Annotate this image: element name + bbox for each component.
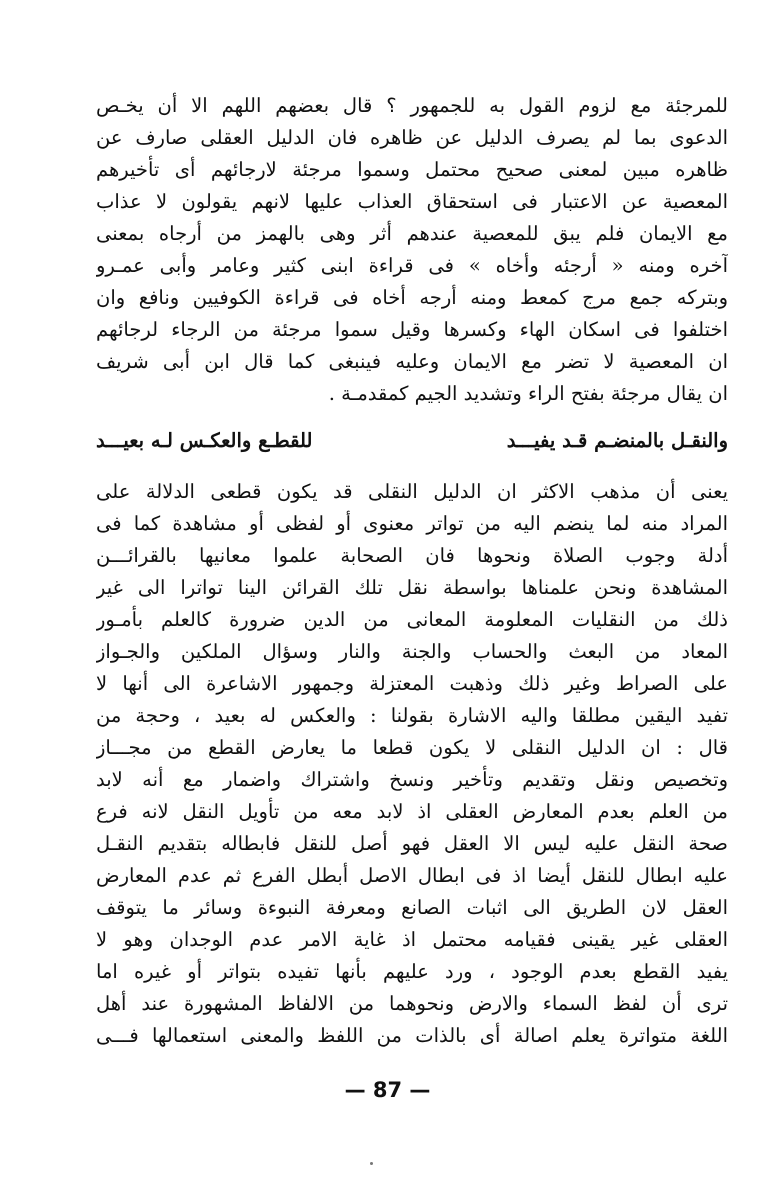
text-line: قال : ان الدليل النقلى لا يكون قطعا ما يعارض القطع من مجـــاز [96, 736, 728, 759]
text-line: المعاد من البعث والحساب والجنة والنار وسؤال الملكين والجـواز [96, 640, 728, 663]
text-line: عليه ابطال للنقل أيضا اذ فى ابطال الاصل أبطل الفرع ثم عدم المعارض [96, 864, 728, 887]
text-line: ان المعصية لا تضر مع الايمان وعليه فينبغى كما قال ابن أبى شريف [96, 350, 728, 373]
text-line: مع الايمان فلم يبق للمعصية عندهم أثر وهى بالهمز من أرجاه بمعنى [96, 222, 728, 245]
text-line: ترى أن لفظ السماء والارض ونحوهما من الالفاظ المشهورة عند أهل [96, 992, 728, 1015]
text-line: المشاهدة ونحن علمناها بواسطة نقل تلك القرائن الينا تواترا الى غير [96, 576, 728, 599]
verse-left-hemistich: للقطـع والعكـس لـه بعيـــد [96, 429, 313, 452]
verse-right-hemistich: والنقـل بالمنضـم قـد يفيـــد [506, 429, 728, 452]
text-line: أدلة وجوب الصلاة ونحوها فان الصحابة علموا معانيها بالقرائـــن [96, 544, 728, 567]
text-line: ظاهره مبين لمعنى صحيح محتمل وسموا مرجئة لارجائهم أى تأخيرهم [96, 158, 728, 181]
text-line: العقل لان الطريق الى اثبات الصانع ومعرفة النبوءة وسائر ما يتوقف [96, 896, 728, 919]
text-line: يفيد القطع بعدم الوجود ، ورد عليهم بأنها تفيده بتواتر أو غيره اما [96, 960, 728, 983]
text-line: للمرجئة مع لزوم القول به للجمهور ؟ قال بعضهم اللهم الا أن يخـص [96, 94, 728, 117]
text-line: على الصراط وغير ذلك وذهبت المعتزلة وجمهور الاشاعرة الى أنها لا [96, 672, 728, 695]
text-line: المراد منه لما ينضم اليه من تواتر معنوى أو لفظى أو مشاهدة كما فى [96, 512, 728, 535]
scan-speck [370, 1162, 373, 1165]
text-line: من العلم بعدم المعارض العقلى اذ لابد معه من تأويل النقل لانه فرع [96, 800, 728, 823]
text-line: ذلك من النقليات المعلومة المعانى من الدين ضرورة كالعلم بأمـور [96, 608, 728, 631]
text-line: آخره ومنه « أرجئه وأخاه » فى قراءة ابنى كثير وعامر وأبى عمـرو [96, 254, 728, 277]
text-line: يعنى أن مذهب الاكثر ان الدليل النقلى قد يكون قطعى الدلالة على [96, 480, 728, 503]
text-line: وتخصيص ونقل وتقديم وتأخير ونسخ واشتراك واضمار مع أنه لابد [96, 768, 728, 791]
text-line: اختلفوا فى اسكان الهاء وكسرها وقيل سموا مرجئة من الرجاء لرجائهم [96, 318, 728, 341]
text-line: ان يقال مرجئة بفتح الراء وتشديد الجيم كمقدمـة . [328, 382, 728, 405]
verse-line [96, 425, 728, 457]
text-line: اللغة متواترة يعلم اصالة أى بالذات من اللفظ والمعنى استعمالها فـــى [96, 1024, 728, 1047]
page-number: — 87 — [344, 1078, 431, 1102]
text-line: وبتركه جمع مرج كمعط ومنه أرجه أخاه فى قراءة الكوفيين ونافع وان [96, 286, 728, 309]
text-line: تفيد اليقين مطلقا واليه الاشارة بقولنا : والعكس له بعيد ، وحجة من [96, 704, 728, 727]
text-line: صحة النقل عليه ليس الا العقل فهو أصل للنقل فابطاله بتقديم النقـل [96, 832, 728, 855]
text-line: العقلى غير يقينى فقيامه محتمل اذ غاية الامر عدم الوجدان وهو لا [96, 928, 728, 951]
text-line: المعصية عن الاعتبار فى استحقاق العذاب عليها لانهم يقولون لا عذاب [96, 190, 728, 213]
text-line: الدعوى بما لم يصرف الدليل عن ظاهره فان الدليل العقلى صارف عن [96, 126, 728, 149]
